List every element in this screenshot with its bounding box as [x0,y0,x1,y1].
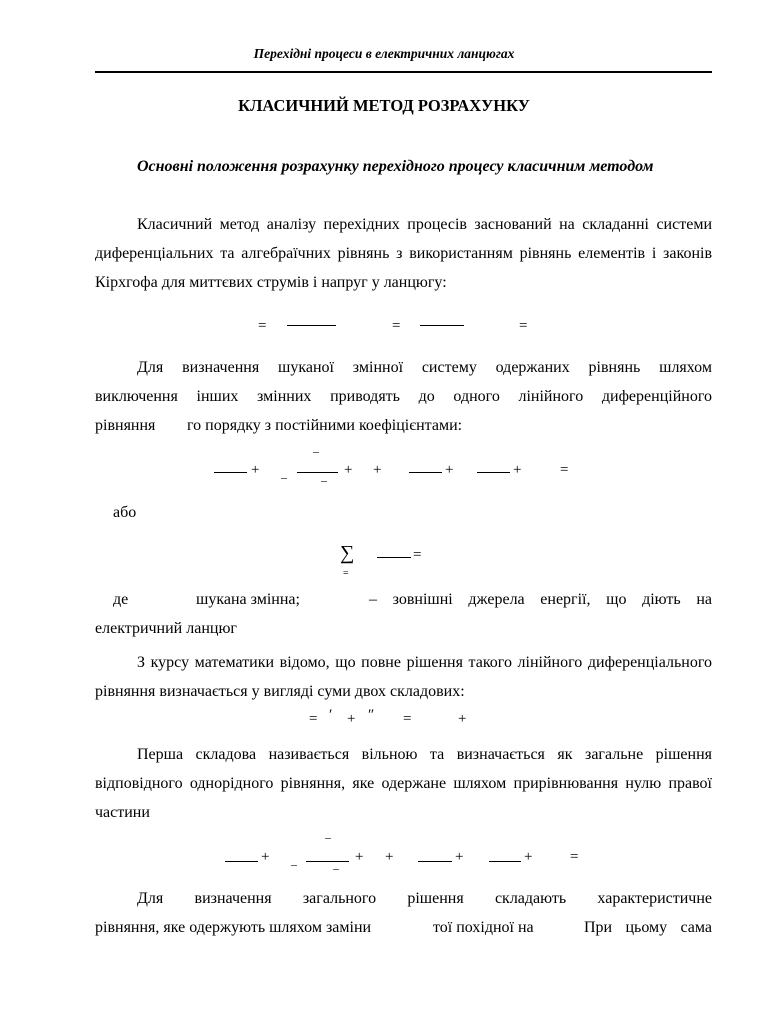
eq2-minus-bottom: – [321,473,327,487]
eq5-minus-bottom: – [333,861,339,875]
eq2-equals: = [560,462,569,478]
eq5-plus-4: + [455,849,464,865]
eq5-minus-left: – [291,857,297,871]
eq4-plus-2: + [458,711,467,727]
eq3-sub-equals: = [343,568,349,579]
eq5-plus-5: + [524,849,533,865]
eq5-fraction-bar-4 [489,861,521,862]
eq2-plus-5: + [513,462,522,478]
eq1-fraction-bar-1 [287,325,336,326]
de-sources: – зовнішні джерела енергії, що діють на [369,591,712,608]
eq2-minus-left: – [281,470,287,484]
eq4-prime: ′ [329,707,333,723]
sigma-icon: ∑ [340,542,355,564]
paragraph-3: З курсу математики відомо, що повне рішення такого лінійного диференціального рівняння визначається у вигляді суми двох складових: [95,654,712,701]
header-rule [95,71,712,73]
eq3-fraction-bar [377,557,411,558]
abo-label: або [113,504,137,521]
running-header: Перехідні процеси в електричних ланцюгах [253,46,515,61]
de-line-2: електричний ланцюг [95,620,237,637]
page-title: КЛАСИЧНИЙ МЕТОД РОЗРАХУНКУ [238,96,530,115]
eq5-plus-1: + [261,849,270,865]
paragraph-4: Перша складова називається вільною та визначається як загальне рішення відповідного однорідного рівняння, яке одержане шляхом прирівнювання нулю правої частини [95,746,712,822]
eq5-minus-top: – [325,830,331,844]
eq2-minus-top: – [313,444,319,458]
paragraph-2-line-3a: рівняння [95,417,156,434]
eq2-fraction-bar-4 [477,472,510,473]
eq3-equals: = [413,547,422,563]
de-unknown-var: шукана змінна; [196,591,300,608]
paragraph-2-line-1: Для визначення шуканої змінної систему одержаних рівнянь шляхом [137,359,712,376]
eq5-equals: = [570,849,579,865]
eq4-equals-1: = [309,711,318,727]
eq4-equals-2: = [403,711,412,727]
eq1-fraction-bar-2 [420,325,464,326]
paragraph-1: Класичний метод аналізу перехідних процесів заснований на складанні системи диференціальних та алгебраїчних рівнянь з використанням рівнянь елементів і законів Кірхгофа для миттєвих струмів і напруг у ланцюгу: [95,216,712,292]
eq2-plus-1: + [251,462,260,478]
paragraph-5-line-2a: рівняння, яке одержують шляхом заміни [95,919,372,936]
eq5-fraction-bar-1 [225,861,258,862]
paragraph-2-line-2: виключення інших змінних приводять до одного лінійного диференційного [95,388,712,405]
eq1-sym-1: = [258,318,267,334]
paragraph-2-line-3b: го порядку з постійними коефіцієнтами: [187,417,463,434]
eq5-plus-2: + [355,849,364,865]
section-heading: Основні положення розрахунку перехідного процесу класичним методом [137,158,654,175]
eq2-fraction-bar-1 [214,472,247,473]
eq2-plus-3: + [373,462,382,478]
eq5-fraction-bar-3 [418,861,452,862]
eq5-plus-3: + [385,849,394,865]
eq1-sym-2: = [392,318,401,334]
paragraph-5-line-1: Для визначення загального рішення складають характеристичне [137,890,712,907]
eq4-double-prime: ″ [368,707,375,723]
paragraph-5-line-2b: тої похідної на [433,919,534,936]
eq1-sym-3: = [519,318,528,334]
de-label: де [113,591,129,608]
eq2-fraction-bar-2 [297,472,338,473]
paragraph-5-line-2c: При цьому сама [584,919,712,936]
eq2-plus-2: + [344,462,353,478]
eq4-plus-1: + [347,711,356,727]
eq2-fraction-bar-3 [409,472,442,473]
eq5-fraction-bar-2 [306,861,349,862]
eq2-plus-4: + [445,462,454,478]
